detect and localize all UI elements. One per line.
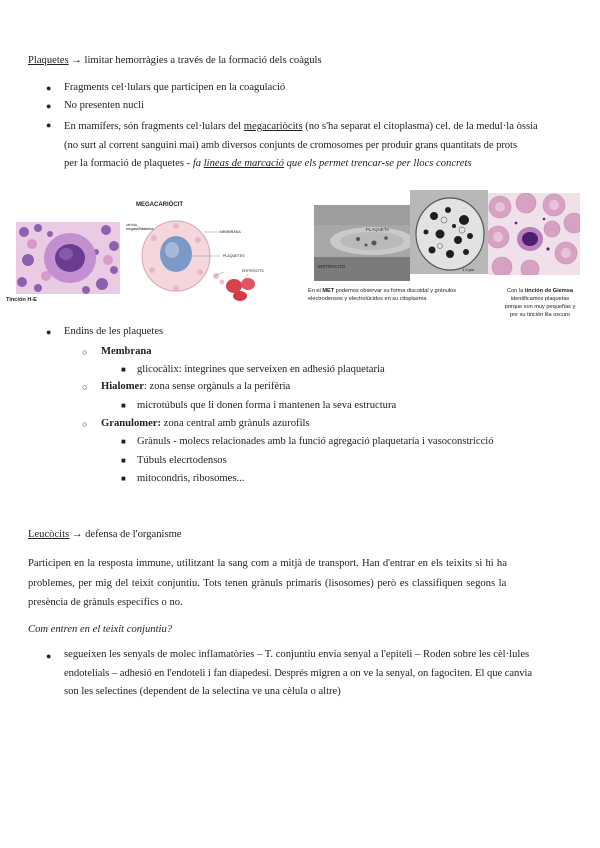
text: per la formació de plaquetes - xyxy=(64,158,193,169)
giemsa-caption xyxy=(492,287,588,319)
bullet-line-3: son les selectines (dependent de la selectina ve una cèlula o altre) xyxy=(64,686,341,697)
mitocondris-item: mitocondris, ribosomes... xyxy=(137,473,245,484)
tubuls-item: Túbuls elecrtodensos xyxy=(137,455,227,466)
giemsa-image xyxy=(488,193,580,275)
tincion-he-caption: Tinción H-E xyxy=(6,297,37,303)
text: MET xyxy=(322,288,335,294)
text: (no s'ha separat el citoplasma) cel. de la medul·la òssia xyxy=(302,121,538,132)
paragraph-line-1: Participen en la resposta immune, utilitzant la sang com a mitjà de transport. Han d'entrar en els teixits si hi ha xyxy=(28,558,507,569)
bullet-circle: ○ xyxy=(82,419,88,429)
bullet-3-line-3 xyxy=(64,155,574,174)
paragraph-line-3: presència de grànuls específics o no. xyxy=(28,597,183,608)
text: En mamífers, són fragments cel·lulars del xyxy=(64,121,244,132)
membrana-item: Membrana xyxy=(101,346,152,357)
bullet-disc: ● xyxy=(46,120,52,130)
bullet-disc: ● xyxy=(46,327,52,337)
plaquetes-title: Plaquetes xyxy=(28,55,69,66)
text: Con la xyxy=(507,288,525,294)
bullet-disc: ● xyxy=(46,83,52,93)
bullet-disc: ● xyxy=(46,651,52,661)
megacariocits-link: megacariòcits xyxy=(243,121,303,132)
text: que els permet trencar-se per llocs concrets xyxy=(283,158,472,169)
giemsa-caption-line-1 xyxy=(492,287,588,295)
microtubuls-item: microtúbuls que li donen forma i mantenen la seva estructura xyxy=(137,400,397,411)
bullet-square: ■ xyxy=(121,437,126,446)
giemsa-micrograph xyxy=(488,193,580,275)
label-plaquetes: PLAQUETES xyxy=(223,254,245,258)
text: En el xyxy=(308,288,323,294)
met-caption-line-1 xyxy=(308,287,456,295)
plaquetes-bullet-2: No presenten nucli xyxy=(64,100,145,111)
label-plaqueta: PLAQUETA xyxy=(366,227,390,232)
he-micrograph xyxy=(16,222,120,294)
text: Hialomer xyxy=(101,381,144,392)
paragraph-line-2: problemes, per mig del teixit conjuntiu. Tots tenen grànuls primaris (lisosomes) però es classifiquen segons la xyxy=(28,577,507,589)
leucocits-title-rest: → defensa de l'organisme xyxy=(69,529,182,540)
bullet-line-2: endotelials – adhesió en l'endoteli i fan diapedesi. Després migren a on ve la senyal, on fagociten. El que canvia xyxy=(64,667,533,679)
plaquetes-bullet-1: Fragments cel·lulars que participen en la coagulació xyxy=(64,82,286,93)
megacariocit-title: MEGACARIÒCIT xyxy=(136,202,183,208)
bullet-square: ■ xyxy=(121,456,126,465)
text: : zona sense orgànuls a la perifèria xyxy=(143,381,291,392)
em-granules-micrograph xyxy=(410,190,488,274)
plaquetes-title-rest: → limitar hemorràgies a través de la formació dels coàguls xyxy=(68,55,322,66)
bullet-circle: ○ xyxy=(82,382,88,392)
label-eritrocito: ERITROCITO xyxy=(318,264,345,269)
bullet-square: ■ xyxy=(121,401,126,410)
label-citoplasma: cèl·lula megacarioblàstica xyxy=(126,223,154,231)
granuls-item: Grànuls - molecs relacionades amb la funció agregació plaquetaria i vasoconstricció xyxy=(137,436,494,447)
text: Granulomer: xyxy=(101,418,162,429)
text: fa xyxy=(192,158,204,169)
text: zona central amb grànuls azurofils xyxy=(161,418,310,429)
leucocits-question: Com entren en el teixit conjuntiu? xyxy=(28,624,173,635)
leucocits-bullet xyxy=(64,646,574,702)
giemsa-caption-line-3: porque son muy pequeñas y xyxy=(504,304,576,310)
hialomer-item xyxy=(101,380,290,394)
granulomer-item xyxy=(101,417,310,431)
text: podemos observar su forma discoidal y gránulos xyxy=(334,288,457,294)
bullet-3-line-2: (no surt al corrent sanguini mai) amb diversos conjunts de cromosomes per produir grans quantitats de prots xyxy=(64,139,518,151)
bullet-3-line-1 xyxy=(64,118,574,137)
giemsa-caption-line-4: por su tinción lila oscuro xyxy=(509,312,570,318)
bullet-square: ■ xyxy=(121,474,126,483)
em-granules-image xyxy=(410,190,488,274)
met-caption-line-2: electrodensos y electrolúcidos en su citoplasma xyxy=(308,296,427,302)
label-membrana: MEMBRANA xyxy=(220,230,241,234)
met-caption xyxy=(308,287,456,303)
he-micrograph-image xyxy=(16,222,120,294)
leucocits-title: Leucòcits xyxy=(28,529,70,540)
label-eritrocits: ERITRÒCITS xyxy=(242,269,264,273)
leucocits-paragraph xyxy=(28,554,574,613)
scale-label: 1.0 µm xyxy=(462,267,475,272)
text: tinción de Giemsa xyxy=(524,288,573,294)
bullet-circle: ○ xyxy=(82,347,88,357)
text: líneas de marcació xyxy=(203,158,284,169)
bullet-line-1: segueixen les senyals de molec inflamatòries – T. conjuntiu envia senyal a l'epiteli – Roden sobre les cèl·lules xyxy=(64,649,530,660)
bullet-square: ■ xyxy=(121,365,126,374)
plaquetes-heading xyxy=(28,54,322,68)
leucocits-heading xyxy=(28,528,182,542)
plaquetes-bullet-3 xyxy=(64,118,574,174)
bullet-disc: ● xyxy=(46,101,52,111)
glicocalix-item: glicocàlix: integrines que serveixen en adhesió plaquetaria xyxy=(137,364,385,375)
giemsa-caption-line-2: identificamos plaquetas xyxy=(510,296,570,302)
interior-heading: Endins de les plaquetes xyxy=(64,326,164,337)
